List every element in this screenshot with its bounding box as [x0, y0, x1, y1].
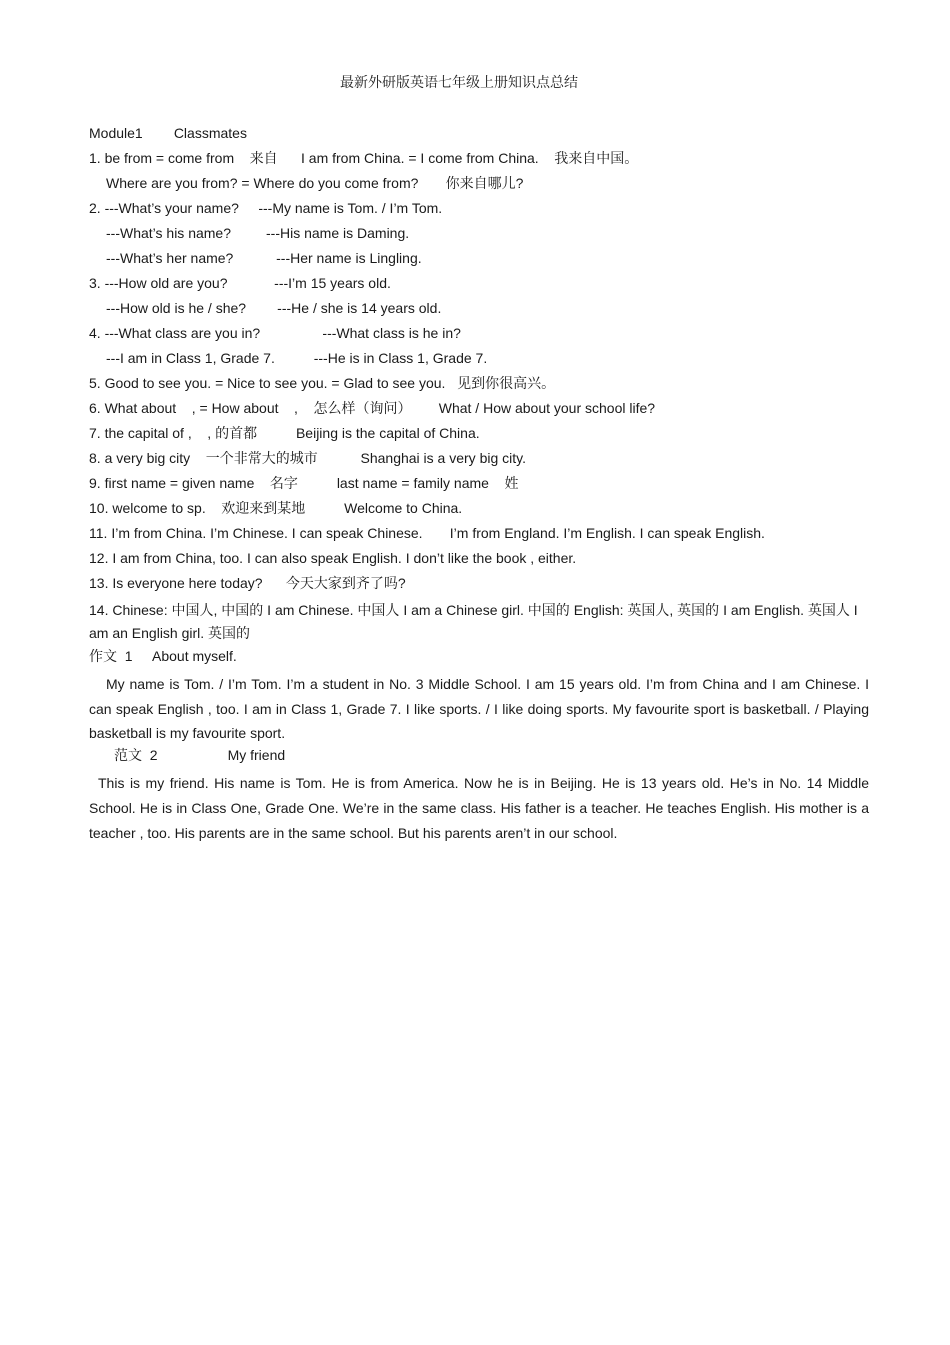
essay2-paragraph: This is my friend. His name is Tom. He is from America. Now he is in Beijing. He is 13 years old. He’s in No. 14 Middle School. He is in Class One, Grade One. We’re in the same class. His father is a teacher. He teaches English. His mother is a teacher , too. His parents are in the same school. But his parents aren’t in our school. — [89, 775, 869, 841]
item-3: 3. ---How old are you? ---I’m 15 years old. — [89, 275, 391, 291]
item-13: 13. Is everyone here today? 今天大家到齐了吗? — [89, 575, 406, 591]
item-5: 5. Good to see you. = Nice to see you. = Glad to see you. 见到你很高兴。 — [89, 375, 556, 391]
item-6: 6. What about , = How about , 怎么样（询问） What / How about your school life? — [89, 400, 656, 416]
item-14: 14. Chinese: 中国人, 中国的 I am Chinese. 中国人 I am a Chinese girl. 中国的 English: 英国人, 英国的 I am English. 英国人 I am an English girl. 英国的 — [89, 602, 858, 641]
essay2-heading: 范文 2 My friend — [114, 747, 286, 764]
item-9: 9. first name = given name 名字 last name = family name 姓 — [89, 475, 519, 491]
page-title: 最新外研版英语七年级上册知识点总结 — [340, 74, 578, 90]
module-heading: Module1 Classmates — [89, 125, 247, 141]
item-4: 4. ---What class are you in? ---What class is he in? — [89, 325, 461, 341]
item-7: 7. the capital of , , 的首都 Beijing is the capital of China. — [89, 425, 480, 441]
essay1-heading: 作文 1 About myself. — [89, 648, 237, 664]
item-2: 2. ---What’s your name? ---My name is Tom. / I’m Tom. — [89, 200, 443, 216]
item-11: 11. I’m from China. I’m Chinese. I can speak Chinese. I’m from England. I’m English. I can speak English. — [89, 525, 765, 541]
item-2-her: ---What’s her name? ---Her name is Lingling. — [106, 250, 422, 266]
item-4-answer: ---I am in Class 1, Grade 7. ---He is in Class 1, Grade 7. — [106, 350, 488, 366]
document-body — [89, 124, 869, 845]
item-10: 10. welcome to sp. 欢迎来到某地 Welcome to China. — [89, 500, 463, 516]
item-8: 8. a very big city 一个非常大的城市 Shanghai is a very big city. — [89, 450, 526, 466]
item-3-he-she: ---How old is he / she? ---He / she is 14 years old. — [106, 300, 442, 316]
item-1: 1. be from = come from 来自 I am from China. = I come from China. 我来自中国。 — [89, 150, 639, 166]
item-2-his: ---What’s his name? ---His name is Daming. — [106, 225, 410, 241]
item-1-example: Where are you from? = Where do you come from? 你来自哪儿? — [106, 175, 524, 191]
item-12: 12. I am from China, too. I can also speak English. I don’t like the book , either. — [89, 550, 577, 566]
essay1-paragraph: My name is Tom. / I’m Tom. I’m a student in No. 3 Middle School. I am 15 years old. I’m from China and I am Chinese. I can speak English , too. I am in Class 1, Grade 7. I like sports. / I like doing sports. My favourite sport is basketball. / Playing basketball is my favourite sport. — [89, 676, 869, 742]
